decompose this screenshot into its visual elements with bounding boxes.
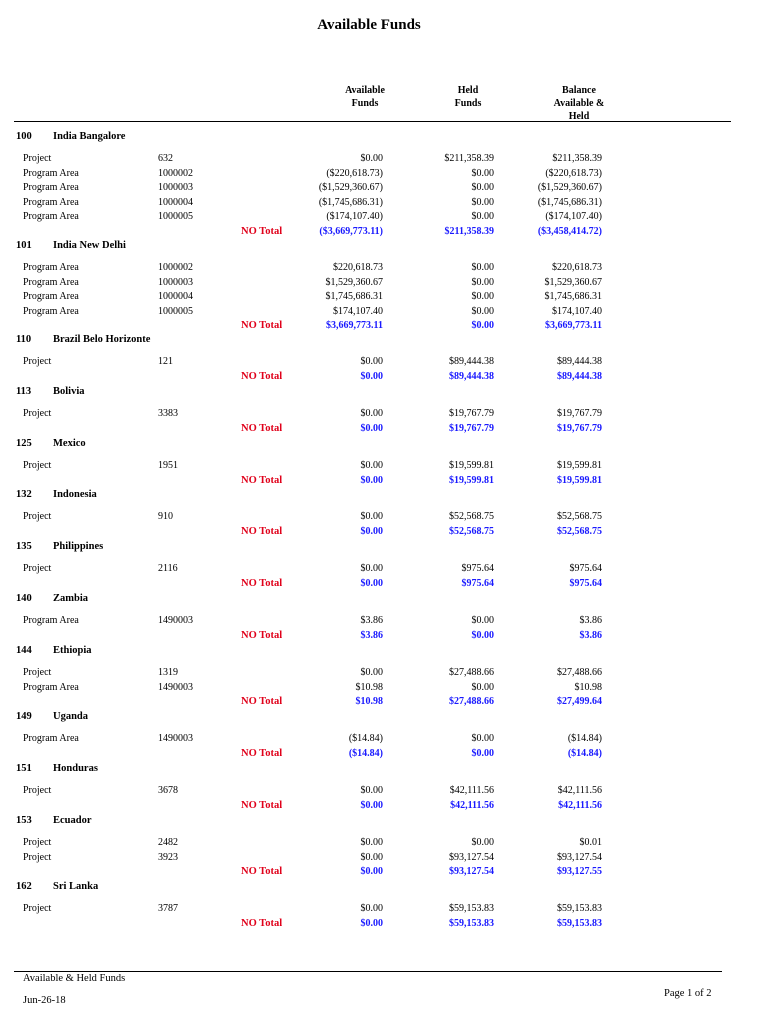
column-header-line: Funds <box>454 98 482 109</box>
group-total-balance: $3.86 <box>579 629 602 641</box>
group-name: Honduras <box>53 763 98 774</box>
group-name: Sri Lanka <box>53 881 99 892</box>
row-type: Program Area <box>23 211 79 222</box>
row-balance: $975.64 <box>569 563 602 574</box>
row-held-funds: $0.00 <box>471 615 494 626</box>
row-available-funds: ($220,618.73) <box>326 167 383 179</box>
group-total-label: NO Total <box>241 225 283 237</box>
group-total-label: NO Total <box>241 370 283 382</box>
row-balance: $52,568.75 <box>557 511 602 522</box>
row-code: 1951 <box>158 460 178 471</box>
footer-page-number: Page 1 of 2 <box>664 988 712 999</box>
row-code: 1000002 <box>158 262 193 273</box>
row-balance: $220,618.73 <box>552 262 602 273</box>
row-held-funds: $93,127.54 <box>449 851 494 863</box>
row-code: 1000005 <box>158 305 193 317</box>
row-available-funds: $0.00 <box>360 563 383 574</box>
group-total-balance: $19,767.79 <box>557 422 602 434</box>
row-code: 3787 <box>158 903 178 914</box>
row-balance: $10.98 <box>574 681 602 693</box>
row-type: Project <box>23 903 52 914</box>
row-held-funds: $0.00 <box>471 837 494 848</box>
row-type: Project <box>23 851 52 863</box>
row-available-funds: $3.86 <box>360 615 383 626</box>
group-code: 162 <box>16 881 32 892</box>
row-code: 3923 <box>158 851 178 863</box>
group-total-balance: $89,444.38 <box>557 370 602 382</box>
row-available-funds: $0.00 <box>360 511 383 522</box>
row-available-funds: ($14.84) <box>348 733 383 744</box>
group-total-balance: $52,568.75 <box>557 525 602 537</box>
row-code: 910 <box>158 511 173 522</box>
row-code: 1000005 <box>158 211 193 222</box>
group-name: Bolivia <box>53 386 85 397</box>
row-type: Program Area <box>23 276 79 288</box>
row-type: Project <box>23 511 52 522</box>
row-held-funds: $0.00 <box>471 276 494 288</box>
row-available-funds: ($1,745,686.31) <box>318 196 383 208</box>
group-code: 100 <box>16 131 32 142</box>
row-balance: $93,127.54 <box>557 851 602 863</box>
group-total-held: $42,111.56 <box>450 799 494 811</box>
row-code: 3383 <box>158 408 178 419</box>
group-total-label: NO Total <box>241 320 283 331</box>
group-total-held: $89,444.38 <box>449 370 494 382</box>
row-code: 2116 <box>158 563 178 574</box>
group-code: 125 <box>16 438 32 449</box>
group-total-held: $59,153.83 <box>449 917 494 929</box>
group-total-held: $0.00 <box>471 747 494 759</box>
group-total-available: $0.00 <box>360 866 383 877</box>
row-type: Program Area <box>23 167 79 179</box>
row-held-funds: $975.64 <box>461 563 494 574</box>
footer-date: Jun-26-18 <box>23 995 66 1006</box>
group-name: Philippines <box>53 541 104 552</box>
row-balance: $42,111.56 <box>557 785 602 796</box>
group-total-held: $0.00 <box>471 629 494 641</box>
group-total-available: $0.00 <box>360 799 383 811</box>
row-balance: $59,153.83 <box>557 903 602 914</box>
group-total-available: $0.00 <box>360 525 383 537</box>
row-held-funds: $0.00 <box>471 291 494 302</box>
group-total-available: $3,669,773.11 <box>326 320 383 331</box>
row-balance: $3.86 <box>579 615 602 626</box>
row-balance: $89,444.38 <box>557 356 602 367</box>
group-code: 135 <box>16 541 32 552</box>
group-total-balance: $93,127.55 <box>557 866 602 877</box>
group-total-available: $0.00 <box>360 917 383 929</box>
group-name: Zambia <box>53 593 89 604</box>
group-total-balance: $59,153.83 <box>557 917 602 929</box>
row-type: Program Area <box>23 681 79 693</box>
group-total-available: ($3,669,773.11) <box>319 225 383 237</box>
group-total-held: $975.64 <box>461 577 494 589</box>
footer-divider <box>14 971 722 972</box>
group-code: 151 <box>16 763 32 774</box>
row-type: Project <box>23 153 52 164</box>
group-total-held: $19,767.79 <box>449 422 494 434</box>
group-total-balance: $975.64 <box>569 577 602 589</box>
row-code: 1000004 <box>158 196 193 208</box>
group-name: Uganda <box>53 711 89 722</box>
group-total-label: NO Total <box>241 577 283 589</box>
row-available-funds: $0.00 <box>360 153 383 164</box>
row-type: Program Area <box>23 733 79 744</box>
row-held-funds: $59,153.83 <box>449 903 494 914</box>
group-total-label: NO Total <box>241 525 283 537</box>
row-type: Program Area <box>23 262 79 273</box>
row-balance: ($220,618.73) <box>545 167 602 179</box>
row-code: 1000002 <box>158 167 193 179</box>
row-available-funds: $10.98 <box>355 681 383 693</box>
row-type: Project <box>23 356 52 367</box>
row-available-funds: $0.00 <box>360 667 383 678</box>
row-type: Program Area <box>23 182 79 193</box>
row-code: 1490003 <box>158 681 193 693</box>
row-type: Project <box>23 460 52 471</box>
group-code: 144 <box>16 645 32 656</box>
row-available-funds: ($1,529,360.67) <box>318 182 383 193</box>
group-total-available: $0.00 <box>360 577 383 589</box>
row-held-funds: $27,488.66 <box>449 667 494 678</box>
row-balance: $19,767.79 <box>557 408 602 419</box>
row-held-funds: $42,111.56 <box>449 785 494 796</box>
column-header-line: Available & <box>553 98 605 109</box>
row-available-funds: $0.00 <box>360 356 383 367</box>
row-balance: $0.01 <box>579 837 602 848</box>
group-total-label: NO Total <box>241 629 283 641</box>
group-total-available: $0.00 <box>360 422 383 434</box>
row-balance: $174,107.40 <box>552 305 602 317</box>
row-balance: $19,599.81 <box>557 460 602 471</box>
row-available-funds: $0.00 <box>360 785 383 796</box>
row-type: Project <box>23 785 52 796</box>
row-available-funds: $1,529,360.67 <box>325 276 383 288</box>
row-balance: $27,488.66 <box>557 667 602 678</box>
row-code: 2482 <box>158 837 178 848</box>
row-held-funds: $0.00 <box>471 167 494 179</box>
row-code: 1490003 <box>158 733 193 744</box>
group-code: 113 <box>16 386 32 397</box>
group-total-balance: $27,499.64 <box>557 696 602 707</box>
group-total-available: $0.00 <box>360 474 383 486</box>
row-held-funds: $0.00 <box>471 196 494 208</box>
row-code: 632 <box>158 153 173 164</box>
group-total-balance: $19,599.81 <box>557 474 602 486</box>
group-total-held: $27,488.66 <box>449 696 494 707</box>
row-available-funds: $0.00 <box>360 460 383 471</box>
row-code: 3678 <box>158 785 178 796</box>
group-total-available: $3.86 <box>360 629 383 641</box>
group-name: Brazil Belo Horizonte <box>53 334 151 345</box>
row-balance: ($1,529,360.67) <box>537 182 602 193</box>
row-code: 1490003 <box>158 615 193 626</box>
group-name: India Bangalore <box>53 131 126 142</box>
group-total-label: NO Total <box>241 474 283 486</box>
row-balance: ($1,745,686.31) <box>537 196 602 208</box>
row-held-funds: $0.00 <box>471 211 494 222</box>
row-held-funds: $0.00 <box>471 182 494 193</box>
group-total-held: $19,599.81 <box>449 474 494 486</box>
group-total-balance: $3,669,773.11 <box>545 320 602 331</box>
row-code: 1000004 <box>158 291 193 302</box>
group-total-label: NO Total <box>241 696 283 707</box>
group-total-balance: $42,111.56 <box>558 799 602 811</box>
group-total-available: ($14.84) <box>348 747 383 759</box>
row-available-funds: $0.00 <box>360 851 383 863</box>
row-code: 1319 <box>158 667 178 678</box>
group-total-label: NO Total <box>241 799 283 811</box>
row-available-funds: $0.00 <box>360 408 383 419</box>
row-type: Program Area <box>23 196 79 208</box>
row-available-funds: $0.00 <box>360 837 383 848</box>
row-held-funds: $211,358.39 <box>444 153 494 164</box>
group-total-label: NO Total <box>241 747 283 759</box>
group-code: 101 <box>16 240 32 251</box>
group-code: 110 <box>16 334 32 345</box>
page-title: Available Funds <box>317 17 421 33</box>
group-total-balance: ($14.84) <box>567 747 602 759</box>
row-held-funds: $52,568.75 <box>449 511 494 522</box>
row-held-funds: $19,599.81 <box>449 460 494 471</box>
column-header-line: Available <box>345 85 385 96</box>
row-held-funds: $0.00 <box>471 681 494 693</box>
column-header-line: Held <box>457 85 479 96</box>
row-available-funds: $0.00 <box>360 903 383 914</box>
group-total-held: $0.00 <box>471 320 494 331</box>
row-type: Program Area <box>23 291 79 302</box>
row-balance: $1,529,360.67 <box>544 276 602 288</box>
group-code: 153 <box>16 815 32 826</box>
group-total-available: $10.98 <box>355 696 383 707</box>
group-name: Ecuador <box>53 815 92 826</box>
group-total-balance: ($3,458,414.72) <box>537 225 602 237</box>
group-total-label: NO Total <box>241 866 283 877</box>
row-available-funds: ($174,107.40) <box>326 211 383 222</box>
row-held-funds: $0.00 <box>471 733 494 744</box>
group-total-available: $0.00 <box>360 370 383 382</box>
footer-report-name: Available & Held Funds <box>23 973 126 984</box>
group-total-held: $93,127.54 <box>449 866 494 877</box>
group-total-label: NO Total <box>241 422 283 434</box>
row-balance: $211,358.39 <box>552 153 602 164</box>
row-held-funds: $19,767.79 <box>449 408 494 419</box>
group-code: 149 <box>16 711 32 722</box>
row-available-funds: $174,107.40 <box>333 305 383 317</box>
row-balance: $1,745,686.31 <box>544 291 602 302</box>
row-code: 121 <box>158 356 173 367</box>
row-type: Program Area <box>23 615 79 626</box>
row-available-funds: $1,745,686.31 <box>325 291 383 302</box>
group-code: 132 <box>16 489 32 500</box>
group-name: Ethiopia <box>53 645 92 656</box>
group-total-label: NO Total <box>241 917 283 929</box>
row-held-funds: $0.00 <box>471 305 494 317</box>
row-balance: ($14.84) <box>567 733 602 744</box>
group-total-held: $211,358.39 <box>444 225 494 237</box>
group-name: Mexico <box>53 438 86 449</box>
row-type: Project <box>23 408 52 419</box>
row-type: Project <box>23 667 52 678</box>
row-code: 1000003 <box>158 182 193 193</box>
row-type: Project <box>23 563 52 574</box>
row-held-funds: $0.00 <box>471 262 494 273</box>
row-held-funds: $89,444.38 <box>449 356 494 367</box>
row-balance: ($174,107.40) <box>545 211 602 222</box>
row-type: Project <box>23 837 52 848</box>
column-header-line: Balance <box>562 85 596 96</box>
group-code: 140 <box>16 593 32 604</box>
row-available-funds: $220,618.73 <box>333 262 383 273</box>
group-total-held: $52,568.75 <box>449 525 494 537</box>
group-name: India New Delhi <box>53 240 126 251</box>
row-type: Program Area <box>23 305 79 317</box>
group-name: Indonesia <box>53 489 97 500</box>
row-code: 1000003 <box>158 276 193 288</box>
column-header-line: Held <box>568 111 590 122</box>
column-header-line: Funds <box>351 98 379 109</box>
